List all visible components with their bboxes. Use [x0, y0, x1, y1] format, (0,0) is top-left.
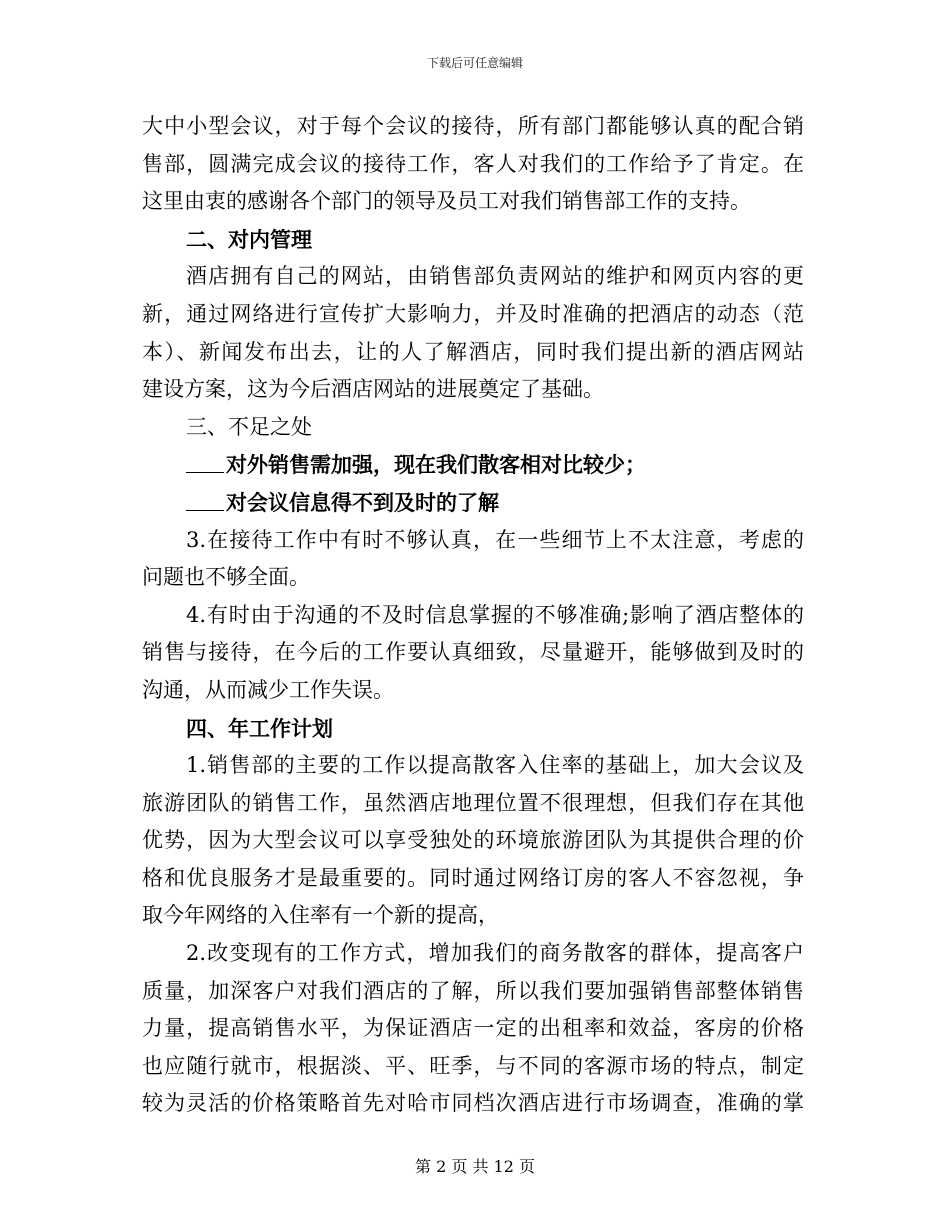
- paragraph-line: 这里由衷的感谢各个部门的领导及员工对我们销售部工作的支持。: [142, 189, 751, 214]
- paragraph-line: 优势，因为大型会议可以享受独处的环境旅游团队为其提供合理的价: [142, 828, 804, 853]
- paragraph-line: 旅游团队的销售工作，虽然酒店地理位置不很理想，但我们存在其他: [142, 790, 804, 815]
- paragraph-line: 新，通过网络进行宣传扩大影响力，并及时准确的把酒店的动态（范: [142, 301, 804, 326]
- paragraph-line: 3.在接待工作中有时不够认真，在一些细节上不太注意，考虑的: [186, 527, 804, 552]
- paragraph-line: 本）、新闻发布出去，让的人了解酒店，同时我们提出新的酒店网站: [142, 339, 804, 364]
- paragraph-line: 建设方案，这为今后酒店网站的进展奠定了基础。: [142, 377, 604, 402]
- paragraph-line: 售部，圆满完成会议的接待工作，客人对我们的工作给予了肯定。在: [142, 151, 804, 176]
- paragraph-line: 1.销售部的主要的工作以提高散客入住率的基础上，加大会议及: [186, 753, 804, 778]
- blank-underline: [186, 452, 224, 473]
- paragraph-line: 取今年网络的入住率有一个新的提高，: [142, 903, 499, 928]
- paragraph-line: 问题也不够全面。: [142, 565, 310, 590]
- paragraph-line: 较为灵活的价格策略首先对哈市同档次酒店进行市场调查，准确的掌: [142, 1091, 804, 1116]
- paragraph-line: 也应随行就市，根据淡、平、旺季，与不同的客源市场的特点，制定: [142, 1053, 804, 1078]
- paragraph-line: 4.有时由于沟通的不及时信息掌握的不够准确;影响了酒店整体的: [186, 602, 804, 627]
- blank-underline: [186, 490, 224, 511]
- paragraph-line: 格和优良服务才是最重要的。同时通过网络订房的客人不容忽视，争: [142, 865, 804, 890]
- paragraph-line: 大中小型会议，对于每个会议的接待，所有部门都能够认真的配合销: [142, 114, 804, 138]
- list-item-text: 对会议信息得不到及时的了解: [226, 489, 499, 515]
- paragraph-line: 销售与接待，在今后的工作要认真细致，尽量避开，能够做到及时的: [142, 640, 804, 665]
- header-note: 下载后可任意编辑: [426, 56, 523, 70]
- paragraph-line: 2.改变现有的工作方式，增加我们的商务散客的群体，提高客户: [186, 941, 804, 966]
- section-heading: 四、年工作计划: [186, 715, 333, 741]
- paragraph-line: 质量，加深客户对我们酒店的了解，所以我们要加强销售部整体销售: [142, 978, 804, 1003]
- page-number-footer: 第 2 页 共 12 页: [415, 1157, 535, 1176]
- list-item: [142, 446, 804, 484]
- section-heading: 三、不足之处: [186, 414, 312, 439]
- paragraph-line: 酒店拥有自己的网站，由销售部负责网站的维护和网页内容的更: [186, 264, 804, 289]
- paragraph-line: 沟通，从而减少工作失误。: [142, 677, 394, 702]
- list-item: [142, 484, 804, 522]
- paragraph-line: 力量，提高销售水平，为保证酒店一定的出租率和效益，客房的价格: [142, 1016, 804, 1041]
- document-body: [142, 108, 804, 1123]
- section-heading: 二、对内管理: [186, 226, 312, 252]
- list-item-text: 对外销售需加强，现在我们散客相对比较少；: [226, 452, 646, 478]
